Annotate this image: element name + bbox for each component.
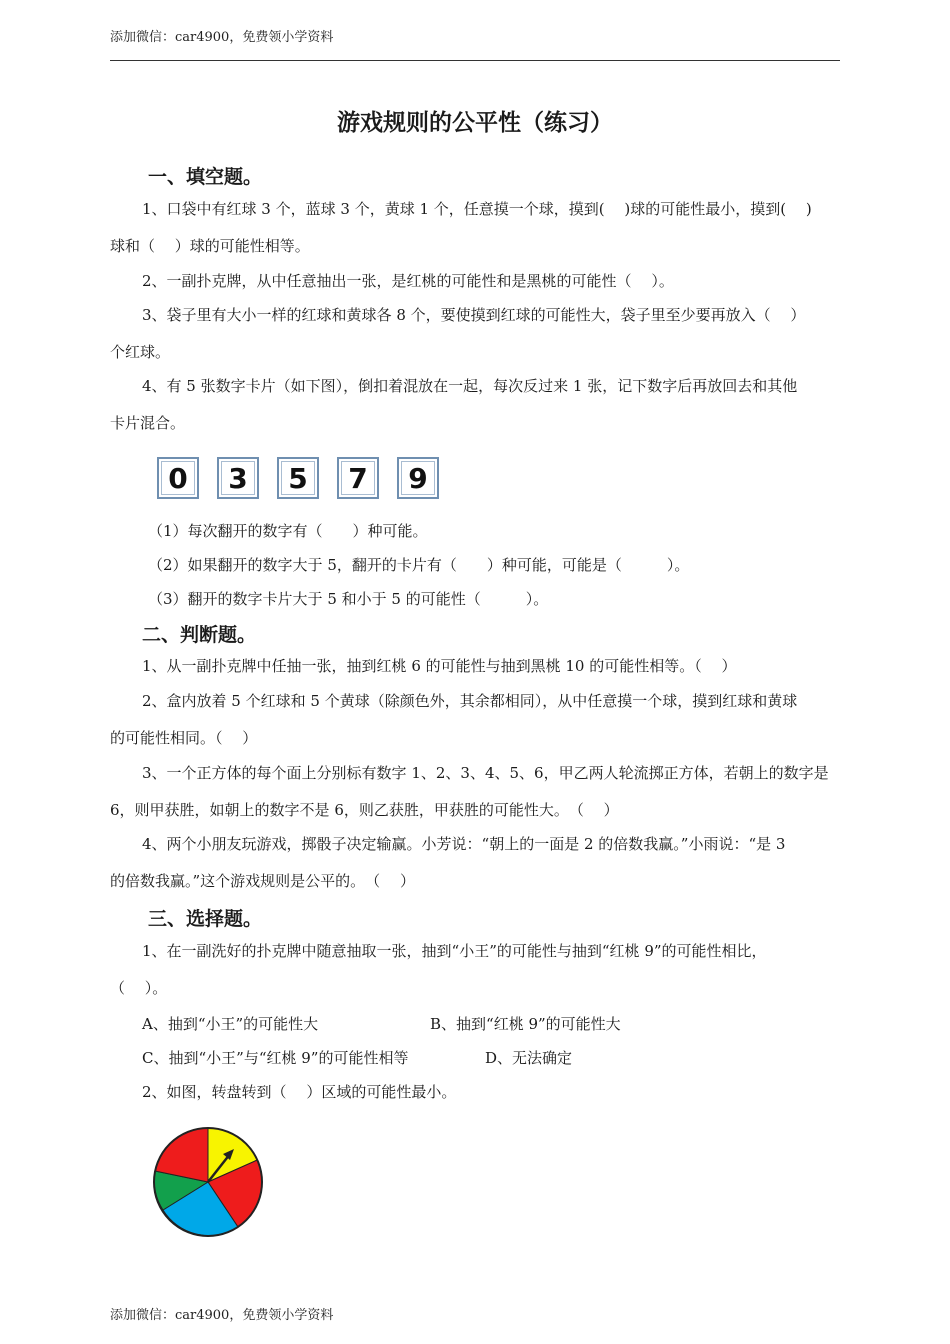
judge-q2-line2: 的可能性相同。（ ）: [110, 729, 258, 747]
fill-q3-line2: 个红球。: [110, 343, 171, 361]
choice-option-b: B、抽到“红桃 9”的可能性大: [430, 1015, 621, 1033]
choice-option-d: D、无法确定: [485, 1049, 573, 1067]
judge-q3-line2: 6，则甲获胜，如朝上的数字不是 6，则乙获胜，甲获胜的可能性大。 （ ）: [110, 801, 619, 819]
fill-q4-sub2: （2）如果翻开的数字大于 5，翻开的卡片有（ ）种可能，可能是（ ）。: [148, 556, 690, 574]
number-card-3: 3: [217, 457, 259, 499]
judge-q4-line2: 的倍数我赢。”这个游戏规则是公平的。 （ ）: [110, 872, 415, 890]
header-rule: [110, 60, 840, 61]
fill-q4-sub3: （3）翻开的数字卡片大于 5 和小于 5 的可能性（ ）。: [148, 590, 549, 608]
section-fill-blank-heading: 一、填空题。: [148, 166, 263, 188]
fill-q2: 2、一副扑克牌，从中任意抽出一张，是红桃的可能性和是黑桃的可能性（ ）。: [142, 272, 674, 290]
number-card-9: 9: [397, 457, 439, 499]
judge-q2-line1: 2、盒内放着 5 个红球和 5 个黄球（除颜色外，其余都相同），从中任意摸一个球，摸到红球和黄球: [142, 692, 798, 710]
spinner-diagram: [150, 1124, 266, 1240]
number-card-5: 5: [277, 457, 319, 499]
number-card-0: 0: [157, 457, 199, 499]
choice-q1-line2: （ ）。: [110, 979, 168, 997]
number-card-7: 7: [337, 457, 379, 499]
judge-q1: 1、从一副扑克牌中任抽一张，抽到红桃 6 的可能性与抽到黑桃 10 的可能性相等。（ ）: [142, 657, 737, 675]
fill-q1-line2: 球和（ ）球的可能性相等。: [110, 237, 310, 255]
fill-q4-sub1: （1）每次翻开的数字有（ ）种可能。: [148, 522, 428, 540]
page-footer: 添加微信：car4900，免费领小学资料: [110, 1308, 334, 1323]
fill-q3-line1: 3、袋子里有大小一样的红球和黄球各 8 个，要使摸到红球的可能性大，袋子里至少要再放入（ ）: [142, 306, 806, 324]
page-header: 添加微信：car4900，免费领小学资料: [110, 30, 334, 45]
section-judge-heading: 二、判断题。: [142, 624, 257, 646]
choice-q1-line1: 1、在一副洗好的扑克牌中随意抽取一张，抽到“小王”的可能性与抽到“红桃 9”的可能性相比，: [142, 942, 767, 960]
fill-q1-line1: 1、口袋中有红球 3 个，蓝球 3 个，黄球 1 个，任意摸一个球，摸到( )球的可能性最小，摸到( ): [142, 200, 812, 218]
choice-q2: 2、如图，转盘转到（ ）区域的可能性最小。: [142, 1083, 457, 1101]
judge-q3-line1: 3、一个正方体的每个面上分别标有数字 1、2、3、4、5、6，甲乙两人轮流掷正方体，若朝上的数字是: [142, 764, 829, 782]
section-choice-heading: 三、选择题。: [148, 908, 263, 930]
page-title: 游戏规则的公平性（练习）: [337, 110, 613, 136]
choice-option-c: C、抽到“小王”与“红桃 9”的可能性相等: [142, 1049, 409, 1067]
choice-option-a: A、抽到“小王”的可能性大: [142, 1015, 319, 1033]
fill-q4-line2: 卡片混合。: [110, 414, 186, 432]
judge-q4-line1: 4、两个小朋友玩游戏，掷骰子决定输赢。小芳说：“朝上的一面是 2 的倍数我赢。”小雨说：“是 3: [142, 835, 786, 853]
fill-q4-line1: 4、有 5 张数字卡片（如下图），倒扣着混放在一起，每次反过来 1 张，记下数字后再放回去和其他: [142, 377, 798, 395]
